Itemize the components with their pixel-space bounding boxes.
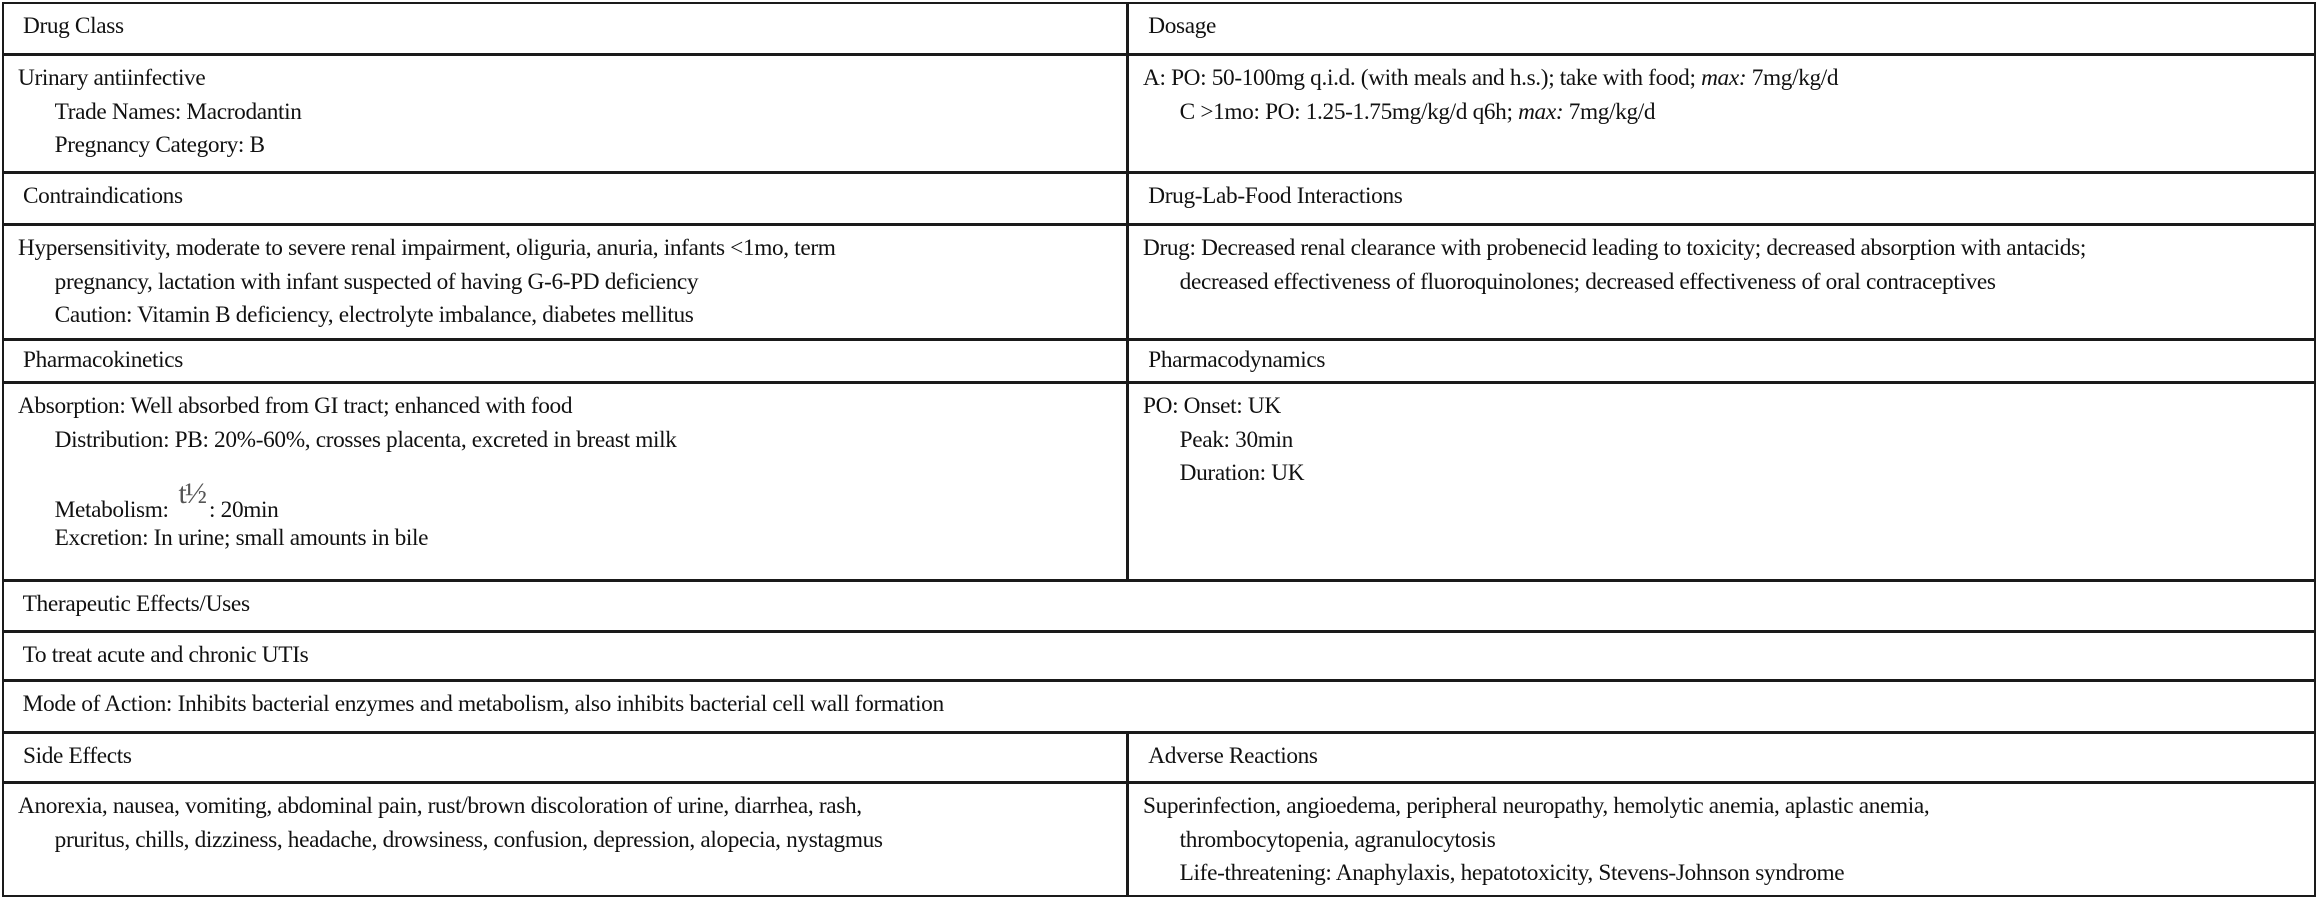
therapeutic-header-cell xyxy=(4,582,2314,630)
metabolism xyxy=(18,479,1116,528)
mode-of-action: Mode of Action: Inhibits bacterial enzymes and metabolism, also inhibits bacterial cell wall formation xyxy=(22,691,944,717)
therapeutic-uses-cell xyxy=(4,633,2314,679)
adverse-reactions-line-2: thrombocytopenia, agranulocytosis xyxy=(1179,826,1496,853)
row-side-effects-adverse-content xyxy=(4,781,2314,895)
half-life-icon: t½ xyxy=(178,477,206,510)
distribution: Distribution: PB: 20%-60%, crosses placenta, excreted in breast milk xyxy=(54,426,677,453)
adverse-reactions-header-cell xyxy=(1129,734,2314,781)
absorption: Absorption: Well absorbed from GI tract; enhanced with food xyxy=(18,393,573,419)
row-mode-of-action xyxy=(4,679,2314,731)
side-effects-line-1: Anorexia, nausea, vomiting, abdominal pain, rust/brown discoloration of urine, diarrhea, rash, xyxy=(18,793,862,819)
pharmacokinetics-header-cell xyxy=(4,341,1129,381)
pregnancy-category: Pregnancy Category: B xyxy=(54,132,265,158)
metabolism-value: : 20min xyxy=(209,497,279,523)
dosage-child-max-value: 7mg/kg/d xyxy=(1563,98,1656,125)
side-effects-line-2: pruritus, chills, dizziness, headache, drowsiness, confusion, depression, alopecia, nystagmus xyxy=(54,826,883,853)
drug-class-header: Drug Class xyxy=(22,13,124,39)
contraindications-caution: Caution: Vitamin B deficiency, electrolyte imbalance, diabetes mellitus xyxy=(54,302,694,328)
therapeutic-uses: To treat acute and chronic UTIs xyxy=(22,642,309,668)
excretion: Excretion: In urine; small amounts in bile xyxy=(54,524,429,551)
pharmacodynamics-header: Pharmacodynamics xyxy=(1148,347,1326,373)
interactions-header: Drug-Lab-Food Interactions xyxy=(1148,183,1403,209)
dosage-adult xyxy=(1143,62,2303,96)
dosage-adult-max-label: max: xyxy=(1701,65,1747,91)
metabolism-label: Metabolism: xyxy=(54,497,169,523)
adverse-reactions-cell xyxy=(1129,784,2314,895)
row-drug-class-dosage-content xyxy=(4,53,2314,171)
row-drug-class-dosage-header xyxy=(4,4,2314,53)
drug-class-value: Urinary antiinfective xyxy=(18,65,206,91)
row-side-effects-adverse-header xyxy=(4,731,2314,781)
row-therapeutic-header xyxy=(4,579,2314,630)
adverse-reactions-life-threatening: Life-threatening: Anaphylaxis, hepatotoxicity, Stevens-Johnson syndrome xyxy=(1179,860,1845,886)
contraindications-cell xyxy=(4,226,1129,338)
pharmacokinetics-header: Pharmacokinetics xyxy=(22,347,184,373)
row-pharmacokinetics-pharmacodynamics-header xyxy=(4,338,2314,381)
drug-monograph-table xyxy=(2,2,2316,897)
dosage-adult-text: A: PO: 50-100mg q.i.d. (with meals and h.s.); take with food; xyxy=(1143,65,1702,91)
dosage-header: Dosage xyxy=(1148,13,1217,39)
dosage-child-text: C >1mo: PO: 1.25-1.75mg/kg/d q6h; xyxy=(1179,98,1519,125)
therapeutic-header: Therapeutic Effects/Uses xyxy=(22,591,250,617)
trade-names: Trade Names: Macrodantin xyxy=(54,98,302,125)
contraindications-header-cell xyxy=(4,174,1129,223)
side-effects-header-cell xyxy=(4,734,1129,781)
dosage-header-cell xyxy=(1129,4,2314,53)
contraindications-line-1: Hypersensitivity, moderate to severe renal impairment, oliguria, anuria, infants <1mo, term xyxy=(18,235,836,261)
dosage-adult-max-value: 7mg/kg/d xyxy=(1746,65,1839,91)
side-effects-cell xyxy=(4,784,1129,895)
onset: PO: Onset: UK xyxy=(1143,393,1281,419)
dosage-child xyxy=(1143,96,2303,130)
adverse-reactions-line-1: Superinfection, angioedema, peripheral neuropathy, hemolytic anemia, aplastic anemia, xyxy=(1143,793,1930,819)
mode-of-action-cell xyxy=(4,682,2314,731)
drug-class-header-cell xyxy=(4,4,1129,53)
row-contraindications-interactions-content xyxy=(4,223,2314,338)
interactions-line-1: Drug: Decreased renal clearance with probenecid leading to toxicity; decreased absorption with antacids; xyxy=(1143,235,2086,261)
duration: Duration: UK xyxy=(1179,460,1305,486)
pharmacokinetics-cell xyxy=(4,384,1129,579)
pharmacodynamics-cell xyxy=(1129,384,2314,579)
contraindications-line-2: pregnancy, lactation with infant suspected of having G-6-PD deficiency xyxy=(54,268,699,295)
pharmacodynamics-header-cell xyxy=(1129,341,2314,381)
interactions-line-2: decreased effectiveness of fluoroquinolones; decreased effectiveness of oral contraceptives xyxy=(1179,268,1996,295)
interactions-cell xyxy=(1129,226,2314,338)
row-contraindications-interactions-header xyxy=(4,171,2314,223)
side-effects-header: Side Effects xyxy=(22,743,132,769)
interactions-header-cell xyxy=(1129,174,2314,223)
adverse-reactions-header: Adverse Reactions xyxy=(1148,743,1318,769)
contraindications-header: Contraindications xyxy=(22,183,183,209)
dosage-child-max-label: max: xyxy=(1518,98,1564,125)
drug-class-cell xyxy=(4,56,1129,171)
row-pharmacokinetics-pharmacodynamics-content xyxy=(4,381,2314,579)
dosage-cell xyxy=(1129,56,2314,171)
peak: Peak: 30min xyxy=(1179,426,1293,453)
row-therapeutic-uses xyxy=(4,630,2314,679)
